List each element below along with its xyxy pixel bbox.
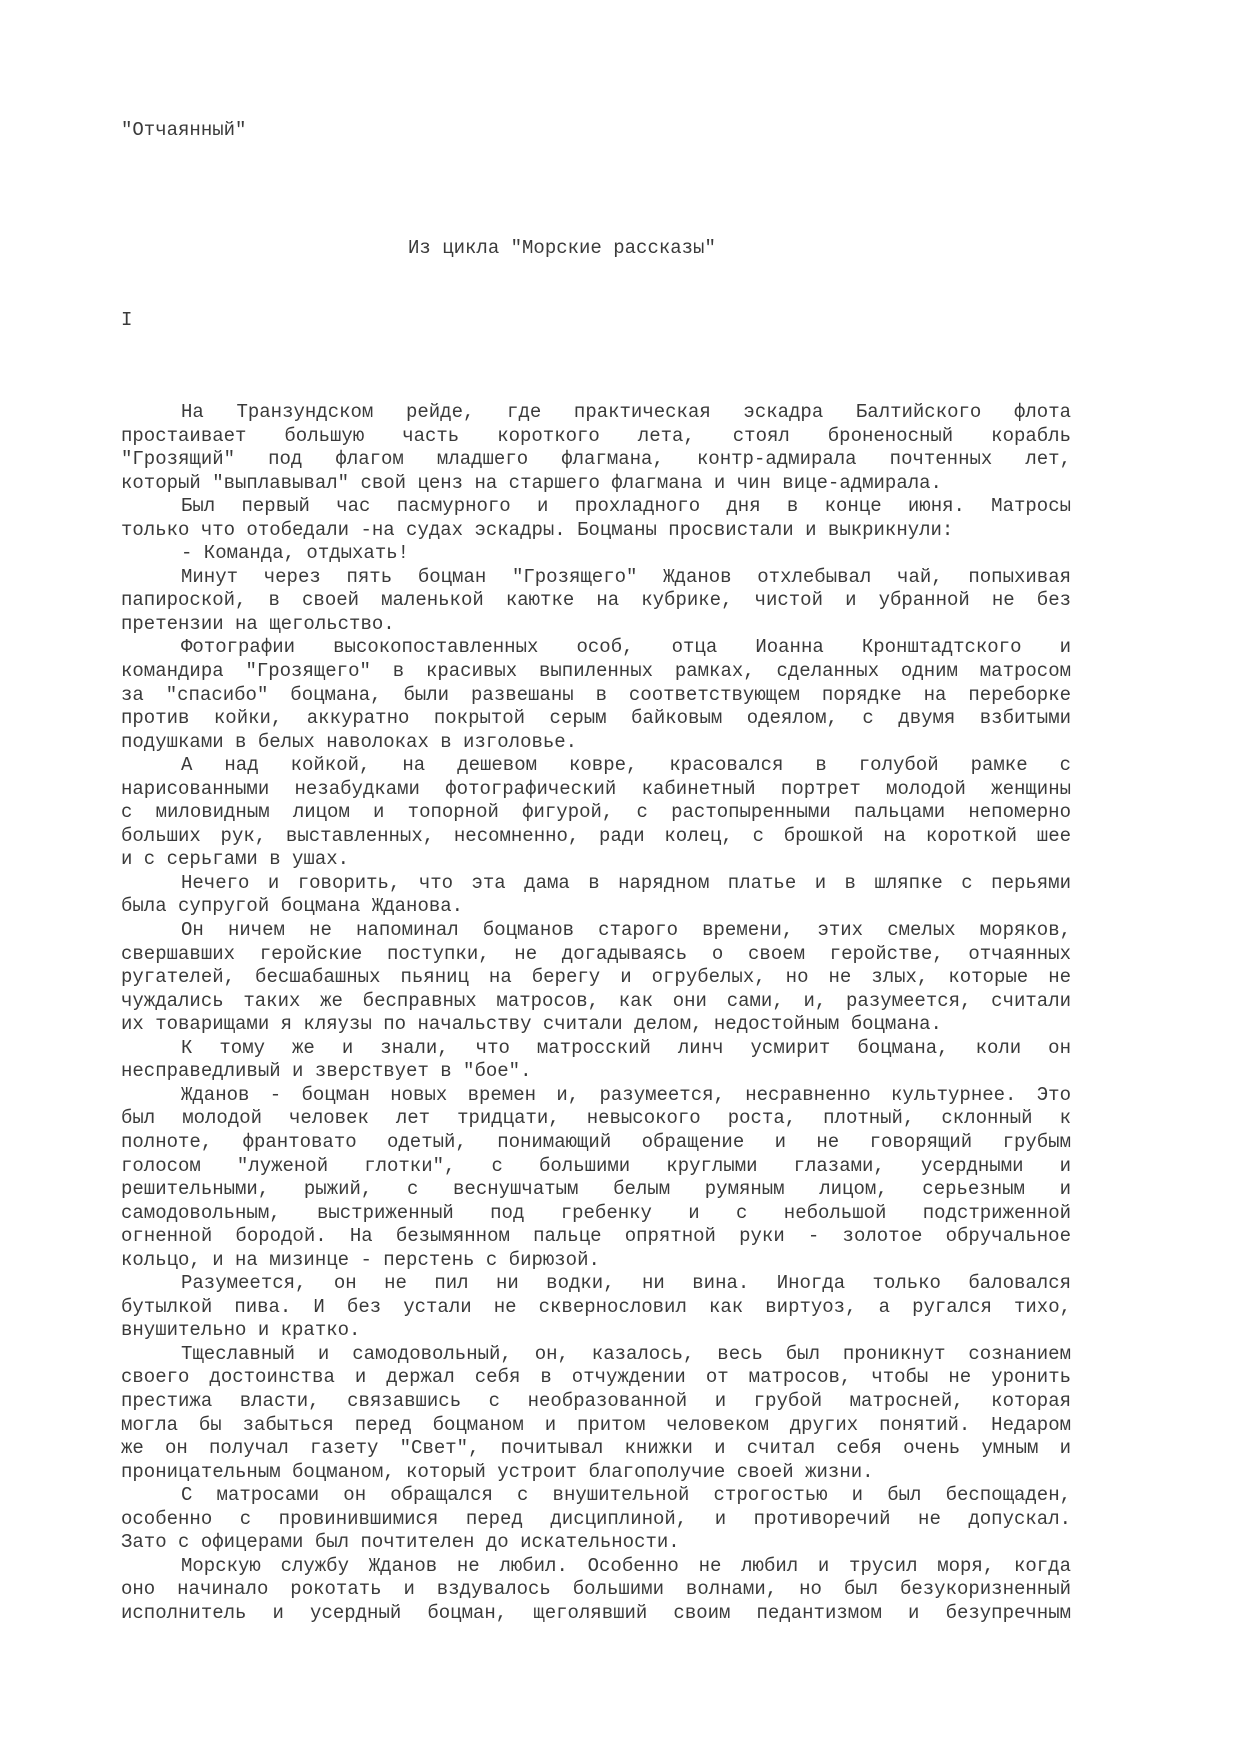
document-title: "Отчаянный" [121,119,247,141]
text-line: папироской, в своей маленькой каютке на кубрике, чистой и убранной не без [121,589,1071,612]
text-line: больших рук, выставленных, несомненно, ради колец, с брошкой на короткой шее [121,824,1071,847]
text-line: свершавших геройские поступки, не догадываясь о своем геройстве, отчаянных [121,942,1071,965]
text-line: ругателей, бесшабашных пьяниц на берегу и огрубелых, но не злых, которые не [121,966,1071,989]
text-line: С матросами он обращался с внушительной строгостью и был беспощаден, [181,1484,1071,1507]
chapter-number: I [121,309,133,331]
text-line: Зато с офицерами был почтителен до искательности. [121,1531,680,1554]
text-line: Был первый час пасмурного и прохладного дня в конце июня. Матросы [181,495,1071,518]
text-line: оно начинало рокотать и вздувалось большими волнами, но был безукоризненный [121,1578,1071,1601]
text-line: их товарищами я кляузы по начальству считали делом, недостойным боцмана. [121,1013,942,1036]
text-line: только что отобедали -на судах эскадры. Боцманы просвистали и выкрикнули: [121,518,954,541]
text-line: простаивает большую часть короткого лета, стоял броненосный корабль [121,424,1071,447]
text-line: за "спасибо" боцмана, были развешаны в соответствующем порядке на переборке [121,683,1071,706]
text-line: - Команда, отдыхать! [181,542,410,565]
text-line: Минут через пять боцман "Грозящего" Жданов отхлебывал чай, попыхивая [181,565,1071,588]
text-line: против койки, аккуратно покрытой серым байковым одеялом, с двумя взбитыми [121,707,1071,730]
text-line: командира "Грозящего" в красивых выпиленных рамках, сделанных одним матросом [121,660,1071,683]
text-line: Морскую службу Жданов не любил. Особенно не любил и трусил моря, когда [181,1554,1071,1577]
text-line: могла бы забыться перед боцманом и притом человеком других понятий. Недаром [121,1413,1071,1436]
text-line: Фотографии высокопоставленных особ, отца Иоанна Кронштадтского и [181,636,1071,659]
text-line: Нечего и говорить, что эта дама в нарядном платье и в шляпке с перьями [181,871,1071,894]
text-line: нарисованными незабудками фотографический кабинетный портрет молодой женщины [121,777,1071,800]
text-line: решительными, рыжий, с веснушчатым белым румяным лицом, серьезным и [121,1178,1071,1201]
text-line: же он получал газету "Свет", почитывал книжки и считал себя очень умным и [121,1437,1071,1460]
text-line: огненной бородой. На безымянном пальце опрятной руки - золотое обручальное [121,1225,1071,1248]
text-line: и с серьгами в ушах. [121,848,350,871]
text-line: исполнитель и усердный боцман, щеголявший своим педантизмом и безупречным [121,1601,1071,1624]
text-line: Тщеславный и самодовольный, он, казалось, весь был проникнут сознанием [181,1342,1071,1365]
text-line: К тому же и знали, что матросский линч усмирит боцмана, коли он [181,1036,1071,1059]
text-line: претензии на щегольство. [121,612,395,635]
text-line: своего достоинства и держал себя в отчуждении от матросов, чтобы не уронить [121,1366,1071,1389]
text-line: подушками в белых наволоках в изголовье. [121,730,578,753]
document-subtitle: Из цикла "Морские рассказы" [408,237,716,259]
text-line: престижа власти, связавшись с необразованной и грубой матросней, которая [121,1389,1071,1412]
text-line: На Транзундском рейде, где практическая эскадра Балтийского флота [181,401,1071,423]
text-line: "Грозящий" под флагом младшего флагмана, контр-адмирала почтенных лет, [121,448,1071,471]
text-line: внушительно и кратко. [121,1319,361,1342]
text-line: была супругой боцмана Жданова. [121,895,464,918]
text-line: Разумеется, он не пил ни водки, ни вина. Иногда только баловался [181,1272,1071,1295]
body-text [121,401,1071,1625]
text-line: бутылкой пива. И без устали не сквернословил как виртуоз, а ругался тихо, [121,1295,1071,1318]
text-line: А над койкой, на дешевом ковре, красовался в голубой рамке с [181,754,1071,777]
text-line: полноте, франтовато одетый, понимающий обращение и не говорящий грубым [121,1130,1071,1153]
text-line: который "выплавывал" свой ценз на старшего флагмана и чин вице-адмирала. [121,471,942,494]
text-line: с миловидным лицом и топорной фигурой, с растопыренными пальцами непомерно [121,801,1071,824]
text-line: Жданов - боцман новых времен и, разумеется, несравненно культурнее. Это [181,1083,1071,1106]
text-line: самодовольным, выстриженный под гребенку и с небольшой подстриженной [121,1201,1071,1224]
text-line: Он ничем не напоминал боцманов старого времени, этих смелых моряков, [181,919,1071,942]
text-line: кольцо, и на мизинце - перстень с бирюзой. [121,1248,600,1271]
text-line: был молодой человек лет тридцати, невысокого роста, плотный, склонный к [121,1107,1071,1130]
text-line: несправедливый и зверствует в "бое". [121,1060,532,1083]
text-line: проницательным боцманом, который устроит благополучие своей жизни. [121,1460,874,1483]
text-line: чуждались таких же бесправных матросов, как они сами, и, разумеется, считали [121,989,1071,1012]
text-line: особенно с провинившимися перед дисциплиной, и противоречий не допускал. [121,1507,1071,1530]
text-line: голосом "луженой глотки", с большими круглыми глазами, усердными и [121,1154,1071,1177]
